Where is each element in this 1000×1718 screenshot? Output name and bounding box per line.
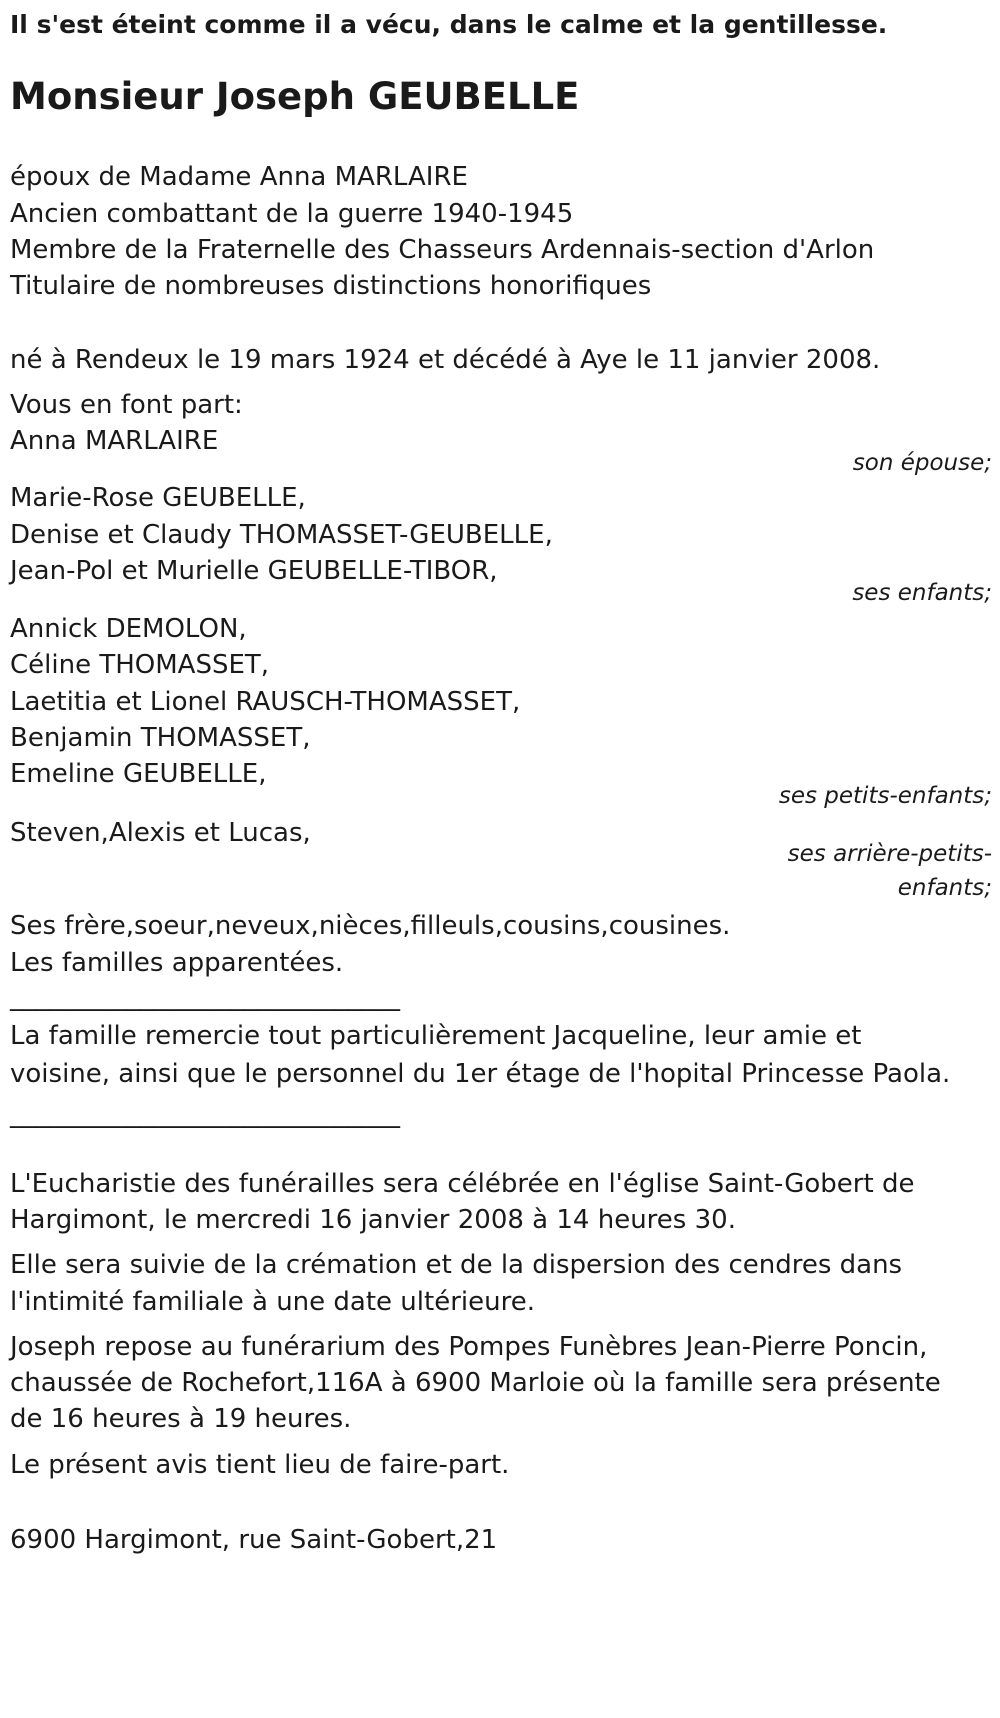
children-role: ses enfants; [852, 580, 992, 606]
spouse-name: Anna MARLAIRE [10, 426, 219, 456]
title-line: Membre de la Fraternelle des Chasseurs Ardennais-section d'Arlon [10, 235, 875, 265]
grandchild-name: Emeline GEUBELLE, [10, 759, 267, 789]
address: 6900 Hargimont, rue Saint-Gobert,21 [10, 1525, 498, 1555]
child-name: Denise et Claudy THOMASSET-GEUBELLE, [10, 520, 553, 550]
child-name: Jean-Pol et Murielle GEUBELLE-TIBOR, [10, 556, 498, 586]
cremation-line: l'intimité familiale à une date ultérieure. [10, 1287, 535, 1317]
grandchild-name: Benjamin THOMASSET, [10, 723, 311, 753]
grandchild-name: Annick DEMOLON, [10, 614, 247, 644]
separator-line: ______________________________ [10, 982, 400, 1012]
grandchild-name: Céline THOMASSET, [10, 650, 270, 680]
title-line: époux de Madame Anna MARLAIRE [10, 162, 468, 192]
spouse-role: son épouse; [852, 450, 992, 476]
headline: Il s'est éteint comme il a vécu, dans le calme et la gentillesse. [10, 10, 888, 39]
birth-death: né à Rendeux le 19 mars 1924 et décédé à Aye le 11 janvier 2008. [10, 345, 881, 375]
rest-line: de 16 heures à 19 heures. [10, 1404, 352, 1434]
grandchildren-role: ses petits-enfants; [778, 783, 992, 809]
announce: Vous en font part: [10, 390, 243, 420]
separator-line: ______________________________ [10, 1099, 400, 1129]
notice: Le présent avis tient lieu de faire-part. [10, 1450, 510, 1480]
grandchild-name: Laetitia et Lionel RAUSCH-THOMASSET, [10, 687, 521, 717]
thanks-line: voisine, ainsi que le personnel du 1er étage de l'hopital Princesse Paola. [10, 1059, 951, 1089]
title-line: Ancien combattant de la guerre 1940-1945 [10, 199, 574, 229]
others-line: Les familles apparentées. [10, 948, 344, 978]
child-name: Marie-Rose GEUBELLE, [10, 483, 306, 513]
rest-line: Joseph repose au funérarium des Pompes Funèbres Jean-Pierre Poncin, [10, 1332, 928, 1362]
others-line: Ses frère,soeur,neveux,nièces,filleuls,cousins,cousines. [10, 911, 731, 941]
cremation-line: Elle sera suivie de la crémation et de la dispersion des cendres dans [10, 1250, 903, 1280]
rest-line: chaussée de Rochefort,116A à 6900 Marloie où la famille sera présente [10, 1368, 941, 1398]
great-grandchild-names: Steven,Alexis et Lucas, [10, 818, 311, 848]
ceremony-line: Hargimont, le mercredi 16 janvier 2008 à 14 heures 30. [10, 1205, 736, 1235]
thanks-line: La famille remercie tout particulièrement Jacqueline, leur amie et [10, 1021, 862, 1051]
deceased-name: Monsieur Joseph GEUBELLE [10, 75, 580, 118]
ceremony-line: L'Eucharistie des funérailles sera célébrée en l'église Saint-Gobert de [10, 1169, 915, 1199]
great-grandchildren-role: ses arrière-petits- [787, 841, 992, 867]
great-grandchildren-role: enfants; [897, 875, 992, 901]
title-line: Titulaire de nombreuses distinctions honorifiques [10, 271, 652, 301]
